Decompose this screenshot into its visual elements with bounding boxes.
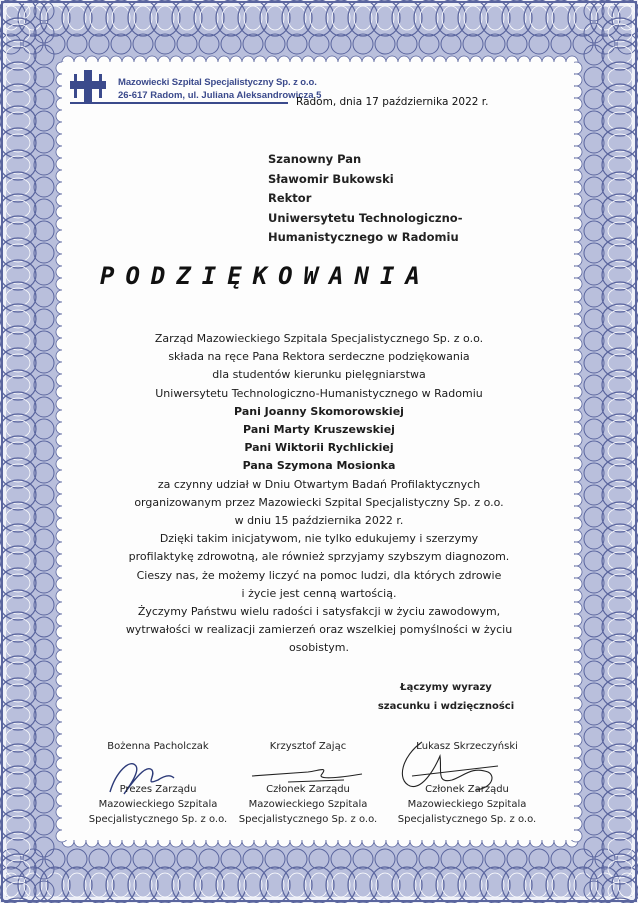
hospital-cross-logo [70, 70, 106, 102]
body-line: Cieszy nas, że możemy liczyć na pomoc ludzi, dla których zdrowie [136, 568, 502, 582]
addressee-line: Uniwersytetu Technologiczno- [268, 210, 463, 225]
body-line: Uniwersytetu Technologiczno-Humanistycznego w Radomiu [155, 386, 483, 400]
addressee-line: Sławomir Bukowski [268, 171, 394, 186]
body-line: profilaktykę zdrowotną, ale również sprzyjamy szybszym diagnozom. [128, 550, 510, 564]
body-line: dla studentów kierunku pielęgniarstwa [212, 368, 426, 382]
signatory-name: Bożenna Pacholczak [107, 741, 209, 752]
role-line: Członek Zarządu [266, 784, 350, 795]
student-name: Pani Marty Kruszewskiej [243, 423, 395, 437]
body-line: osobistym. [289, 641, 349, 655]
role-line: Mazowieckiego Szpitala [98, 799, 218, 810]
role-line: Specjalistycznego Sp. z o.o. [397, 814, 537, 825]
addressee-line: Rektor [268, 191, 312, 206]
body-line: organizowanym przez Mazowiecki Szpital Specjalistyczny Sp. z o.o. [134, 495, 504, 509]
body-line: w dniu 15 października 2022 r. [234, 514, 404, 528]
signatory-role [228, 782, 388, 827]
signatory-name: Łukasz Skrzeczyński [416, 741, 518, 752]
role-line: Specjalistycznego Sp. z o.o. [238, 814, 378, 825]
signature-block-member-2 [387, 740, 547, 827]
signatory-name: Krzysztof Zając [269, 741, 347, 752]
student-name: Pani Wiktorii Rychlickiej [244, 441, 394, 455]
student-name: Pani Joanny Skomorowskiej [234, 404, 404, 418]
signatory-role [387, 782, 547, 827]
hospital-address: 26-617 Radom, ul. Juliana Aleksandrowicza 5 [118, 90, 322, 101]
addressee-block [268, 150, 568, 248]
hospital-name: Mazowiecki Szpital Specjalistyczny Sp. z o.o. [118, 77, 317, 88]
closing-line: Łączymy wyrazy [400, 682, 492, 693]
closing-line: szacunku i wdzięczności [377, 701, 515, 712]
signature-block-president [78, 740, 238, 827]
body-line: składa na ręce Pana Rektora serdeczne podziękowania [168, 350, 470, 364]
signatory-role [78, 782, 238, 827]
document-title: PODZIĘKOWANIA [100, 262, 431, 290]
body-line: Zarząd Mazowieckiego Szpitala Specjalistycznego Sp. z o.o. [154, 332, 484, 345]
role-line: Mazowieckiego Szpitala [248, 799, 368, 810]
signature-block-member-1 [228, 740, 388, 827]
addressee-line: Humanistycznego w Radomiu [268, 230, 459, 245]
letterhead-underline [70, 102, 288, 104]
body-line: za czynny udział w Dniu Otwartym Badań Profilaktycznych [157, 477, 481, 491]
role-line: Mazowieckiego Szpitala [407, 799, 527, 810]
closing-salutation [356, 678, 536, 716]
letter-body [80, 330, 558, 658]
body-line: wytrwałości w realizacji zamierzeń oraz wszelkiej pomyślności w życiu [125, 623, 513, 637]
addressee-line: Szanowny Pan [268, 152, 362, 166]
letter-date: Radom, dnia 17 października 2022 r. [296, 96, 489, 108]
body-line: i życie jest cenną wartością. [241, 586, 397, 600]
role-line: Członek Zarządu [425, 784, 509, 795]
body-line: Dzięki takim inicjatywom, nie tylko edukujemy i szerzymy [159, 532, 479, 546]
role-line: Specjalistycznego Sp. z o.o. [88, 814, 228, 825]
body-line: Życzymy Państwu wielu radości i satysfakcji w życiu zawodowym, [137, 605, 501, 619]
student-name: Pana Szymona Mosionka [242, 459, 396, 473]
role-line: Prezes Zarządu [119, 784, 197, 795]
